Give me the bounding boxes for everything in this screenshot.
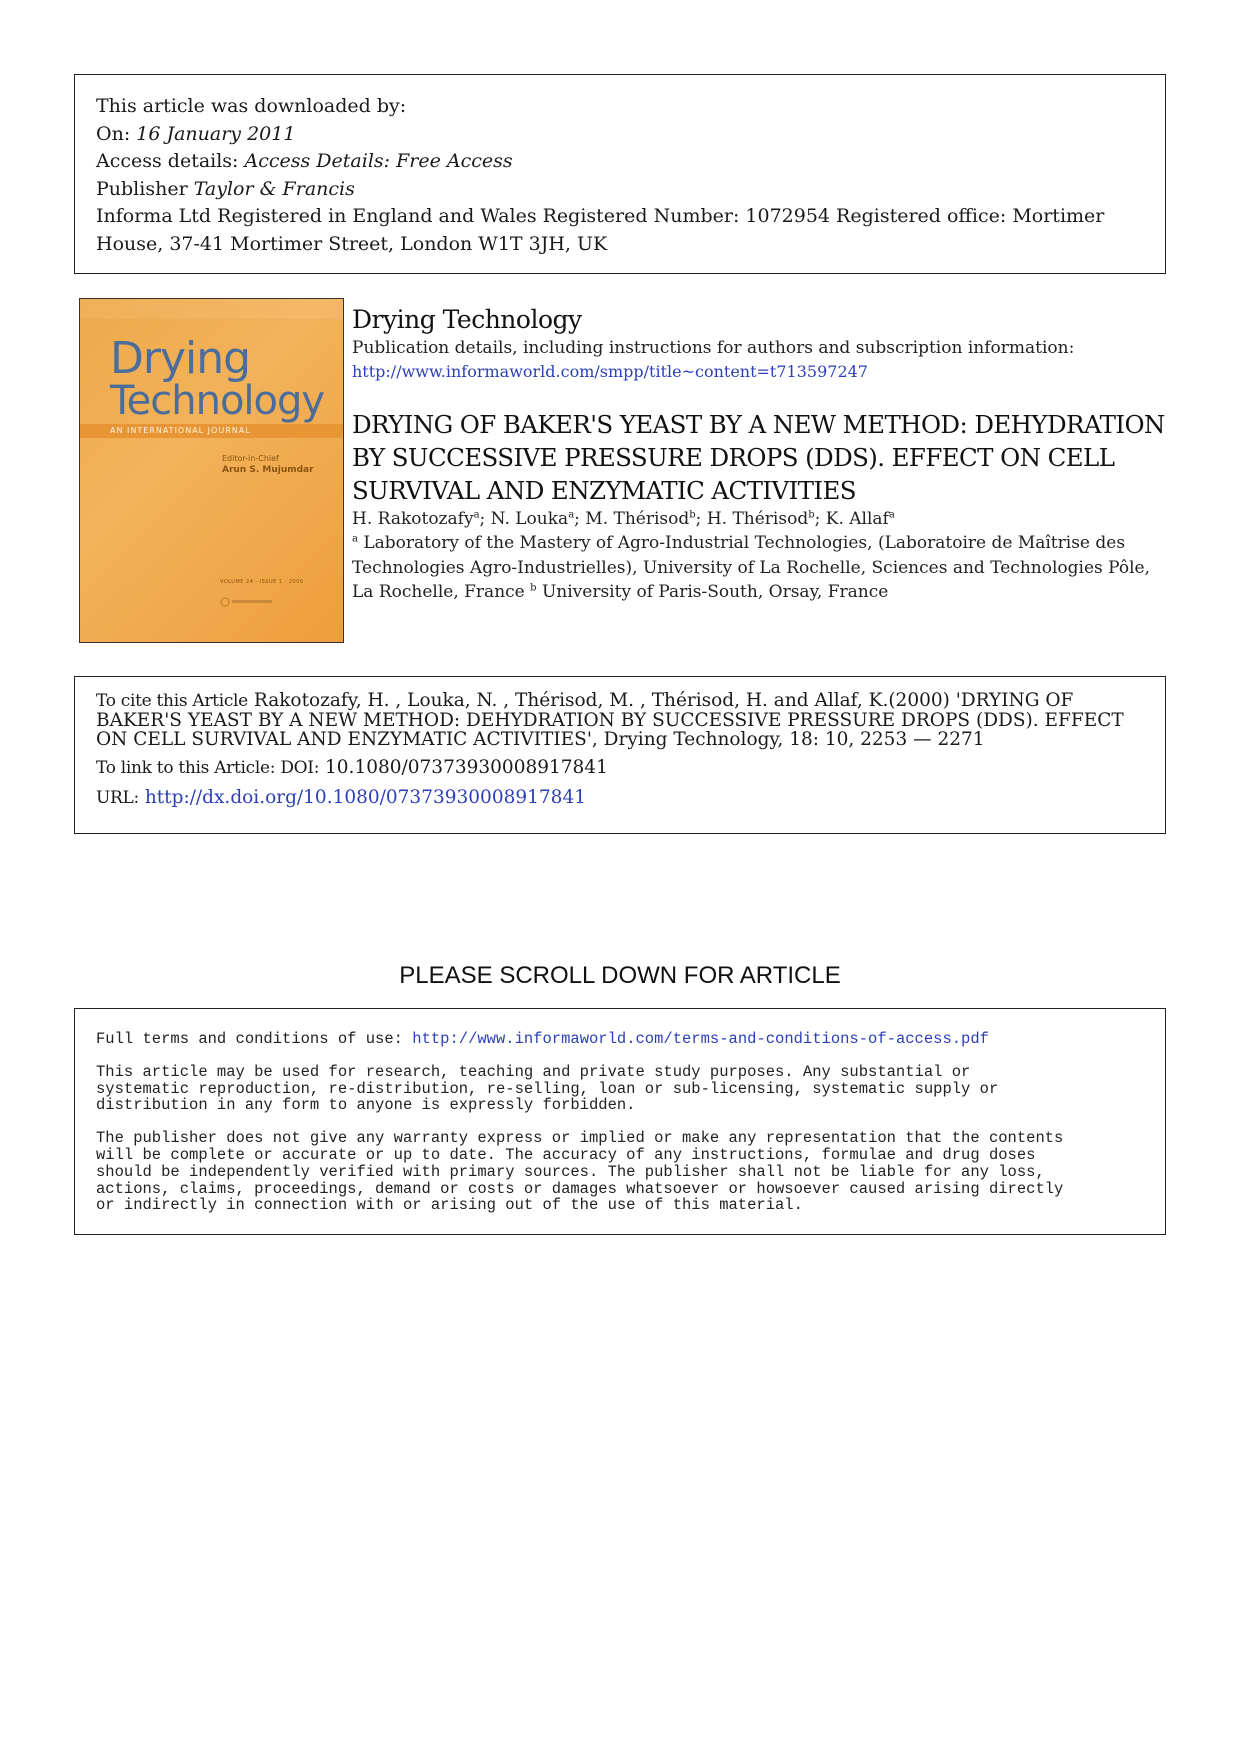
article-title: DRYING OF BAKER'S YEAST BY A NEW METHOD: DEHYDRATION BY SUCCESSIVE PRESSURE DROPS (DDS). EFFECT ON CELL SURVIVAL AND ENZYMATIC ACTIVITIES	[352, 410, 1165, 505]
cover-issue: VOLUME 24 · ISSUE 1 · 2006	[220, 579, 304, 585]
affil-b-mark: b	[530, 582, 537, 594]
cover-editor-name: Arun S. Mujumdar	[222, 465, 314, 475]
journal-url-link[interactable]: http://www.informaworld.com/smpp/title~content=t713597247	[352, 362, 868, 381]
journal-info	[352, 304, 1172, 605]
download-date-line	[96, 121, 1145, 149]
cite-label: To cite this Article	[96, 691, 248, 711]
affil-b-text: University of Paris-South, Orsay, France	[536, 582, 889, 602]
citation-box	[74, 676, 1166, 834]
download-date-label: On:	[96, 122, 137, 145]
terms-usage-paragraph: This article may be used for research, teaching and private study purposes. Any substantial or systematic reproduction, re-distribution, re-selling, loan or sub-licensing, systematic supply or distribution in any form to anyone is expressly forbidden.	[96, 1062, 999, 1115]
affil-a-mark: a	[352, 533, 358, 545]
author-name: N. Louka	[490, 509, 569, 529]
affil-mark: b	[689, 509, 696, 521]
doi-line	[96, 757, 1145, 779]
affil-mark: a	[473, 509, 480, 521]
cover-title-line1: Drying	[110, 333, 251, 384]
publisher-logo-icon	[220, 597, 280, 607]
cover-subtitle: AN INTERNATIONAL JOURNAL	[110, 426, 251, 435]
cover-editor-label: Editor-in-Chief	[222, 454, 279, 463]
publication-details: Publication details, including instructions for authors and subscription information:	[352, 338, 1075, 358]
registered-office-text: Informa Ltd Registered in England and Wales Registered Number: 1072954 Registered office: Mortimer House, 37-41 Mortimer Street, London W1T 3JH, UK	[96, 205, 1105, 255]
cover-top-band	[80, 299, 343, 319]
doi-value: 10.1080/07373930008917841	[319, 757, 608, 778]
terms-url-link[interactable]: http://www.informaworld.com/terms-and-conditions-of-access.pdf	[412, 1030, 989, 1048]
download-date: 16 January 2011	[136, 122, 296, 145]
cover-title-line2: Technology	[110, 378, 325, 424]
cite-text: Rakotozafy, H. , Louka, N. , Thérisod, M. , Thérisod, H. and Allaf, K.(2000) 'DRYING OF BAKER'S YEAST BY A NEW METHOD: DEHYDRATION BY SUCCESSIVE PRESSURE DROPS (DDS). EFFECT ON CELL SURVIVAL AND ENZYMATIC ACTIVITIES', Drying Technology, 18: 10, 2253 — 2271	[96, 690, 1124, 750]
publisher-line	[96, 176, 1145, 204]
author-name: H. Thérisod	[706, 509, 809, 529]
scroll-down-notice: PLEASE SCROLL DOWN FOR ARTICLE	[399, 962, 841, 989]
affiliations	[352, 531, 1172, 605]
terms-line	[96, 1031, 1145, 1048]
cover-editor	[222, 453, 314, 476]
url-line	[96, 787, 1145, 809]
author-name: M. Thérisod	[585, 509, 690, 529]
downloaded-by-text: This article was downloaded by:	[96, 95, 407, 117]
access-details-line	[96, 148, 1145, 176]
affil-mark: b	[808, 509, 815, 521]
doi-url-link[interactable]: http://dx.doi.org/10.1080/07373930008917841	[138, 787, 586, 808]
access-details-value: Access Details: Free Access	[244, 150, 513, 172]
terms-box	[74, 1008, 1166, 1235]
affil-a-text: Laboratory of the Mastery of Agro-Industrial Technologies, (Laboratoire de Maîtrise des Technologies Agro-Industrielles), University of La Rochelle, Sciences and Technologies Pôle, La Rochelle, France	[352, 533, 1151, 602]
journal-cover-image	[79, 298, 344, 643]
access-details-label: Access details:	[96, 150, 245, 172]
author-list: H. Rakotozafy$^a$; N. Louka$^a$; M. Thérisod$^b$; H. Thérisod$^b$; K. Allaf$^a$	[352, 509, 895, 529]
author-name: K. Allaf	[825, 509, 889, 529]
doi-label: To link to this Article: DOI:	[96, 758, 320, 778]
affil-mark: a	[568, 509, 575, 521]
journal-name: Drying Technology	[352, 305, 582, 334]
author-name: H. Rakotozafy	[352, 509, 474, 529]
publisher-value: Taylor & Francis	[193, 177, 355, 200]
terms-label: Full terms and conditions of use:	[96, 1030, 413, 1048]
download-info-box	[74, 74, 1166, 274]
terms-disclaimer-paragraph: The publisher does not give any warranty express or implied or make any representation that the contents will be complete or accurate or up to date. The accuracy of any instructions, formulae and drug doses should be independently verified with primary sources. The publisher shall not be liable for any loss, actions, claims, proceedings, demand or costs or damages whatsoever or howsoever caused arising directly or indirectly in connection with or arising out of the use of this material.	[96, 1129, 1064, 1215]
affil-mark: a	[888, 509, 895, 521]
citation	[96, 691, 1145, 749]
publisher-label: Publisher	[96, 177, 194, 200]
url-label: URL:	[96, 788, 139, 808]
